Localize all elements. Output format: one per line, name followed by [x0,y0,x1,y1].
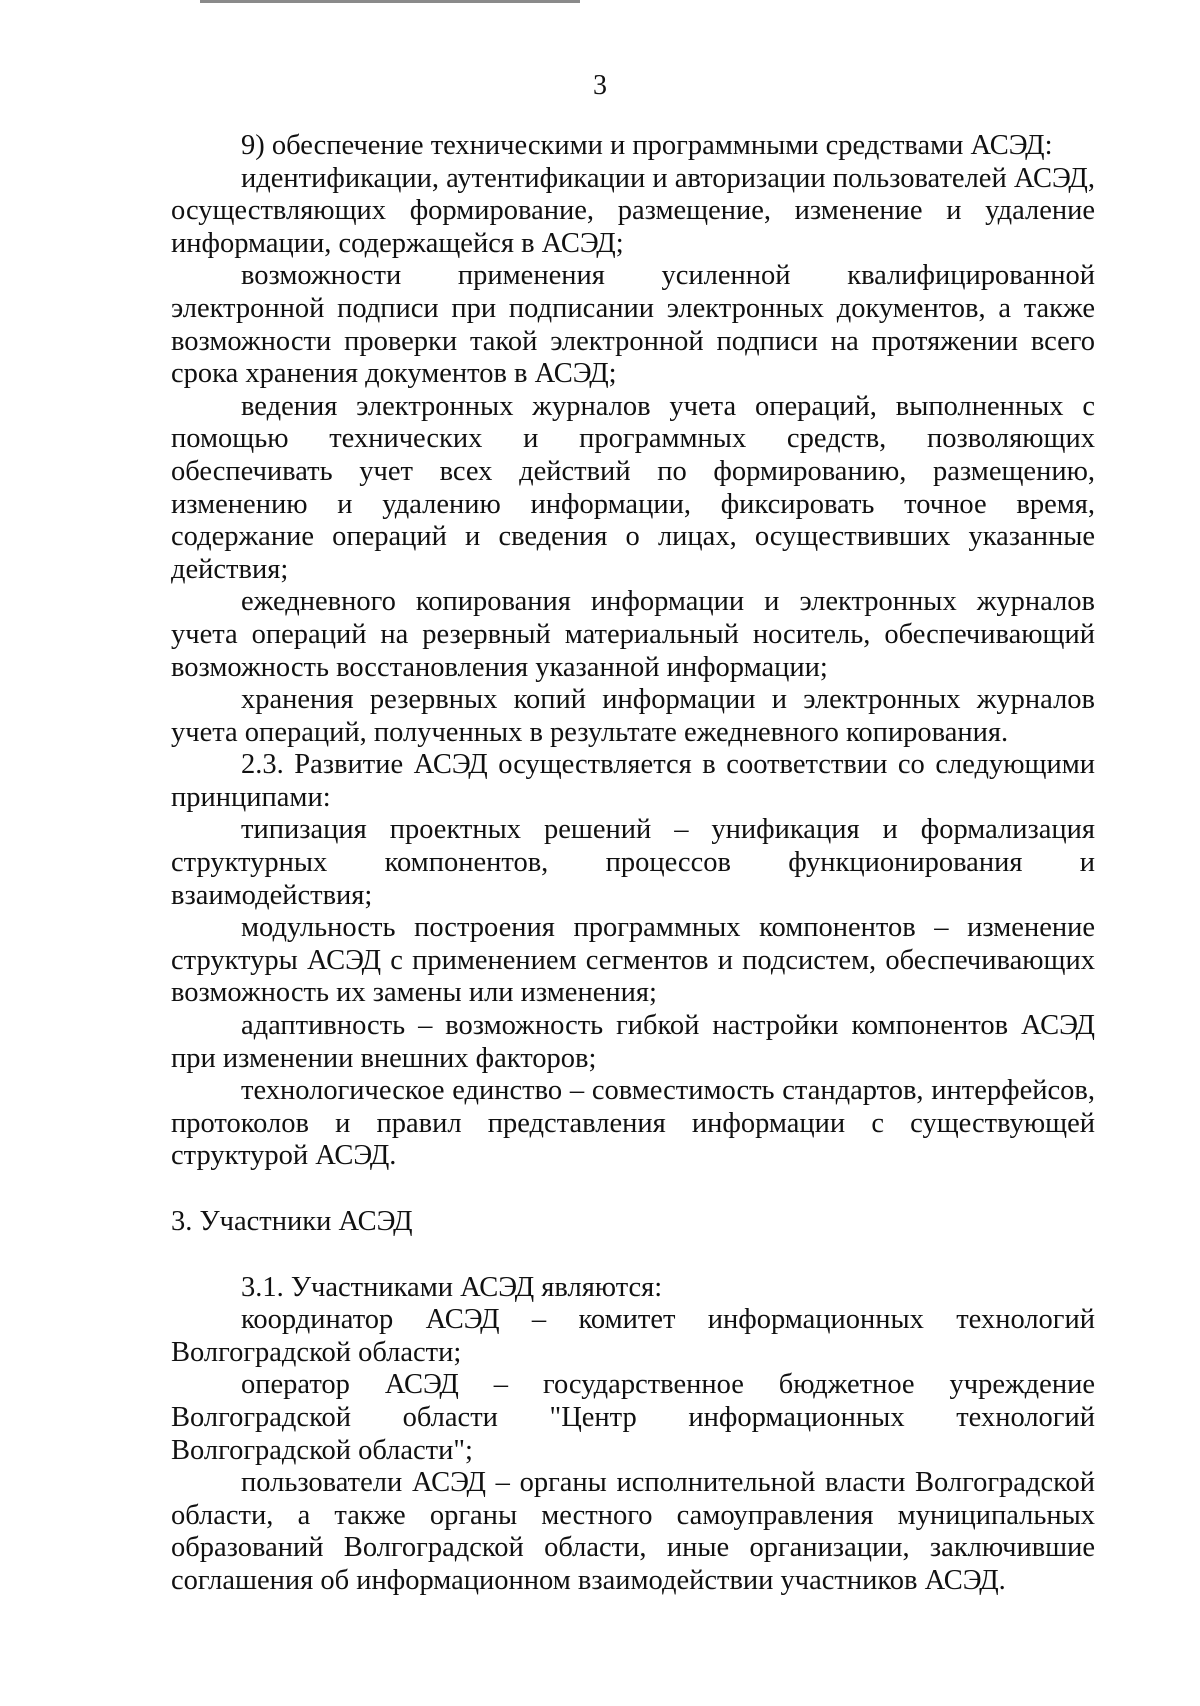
paragraph-identification: идентификации, аутентификации и авторизации пользователей АСЭД, осуществляющих формирование, размещение, изменение и удаление информации, содержащейся в АСЭД; [171,162,1095,259]
paragraph-typification: типизация проектных решений – унификация и формализация структурных компонентов, процессов функционирования и взаимодействия; [171,814,1095,911]
paragraph-daily-backup: ежедневного копирования информации и электронных журналов учета операций на резервный материальный носитель, обеспечивающий возможность восстановления указанной информации; [171,586,1095,683]
paragraph-2-3-principles: 2.3. Развитие АСЭД осуществляется в соответствии со следующими принципами: [171,749,1095,813]
page-number: 3 [593,70,607,101]
paragraph-technological-unity: технологическое единство – совместимость стандартов, интерфейсов, протоколов и правил представления информации с существующей структурой АСЭД. [171,1075,1095,1172]
section-title: 3. Участники АСЭД [171,1206,413,1237]
paragraph-electronic-signature: возможности применения усиленной квалифицированной электронной подписи при подписании электронных документов, а также возможности проверки такой электронной подписи на протяжении всего срока хранения документов в АСЭД; [171,260,1095,390]
paragraph-users: пользователи АСЭД – органы исполнительной власти Волгоградской области, а также органы местного самоуправления муниципальных образований Волгоградской области, иные организации, заключившие соглашения об информационном взаимодействии участников АСЭД. [171,1467,1095,1596]
scan-edge-line [200,0,580,3]
paragraph-operation-logs: ведения электронных журналов учета операций, выполненных с помощью технических и программных средств, позволяющих обеспечивать учет всех действий по формированию, размещению, изменению и удалению информации, фиксировать точное время, содержание операций и сведения о лицах, осуществивших указанные действия; [171,390,1095,585]
paragraph-modularity: модульность построения программных компонентов – изменение структуры АСЭД с применением сегментов и подсистем, обеспечивающих возможность их замены или изменения; [171,912,1095,1009]
paragraph-operator: оператор АСЭД – государственное бюджетное учреждение Волгоградской области "Центр информационных технологий Волгоградской области"; [171,1369,1095,1466]
paragraph-backup-storage: хранения резервных копий информации и электронных журналов учета операций, полученных в результате ежедневного копирования. [171,684,1095,748]
paragraph-coordinator: координатор АСЭД – комитет информационных технологий Волгоградской области; [171,1304,1095,1368]
paragraph-adaptivity: адаптивность – возможность гибкой настройки компонентов АСЭД при изменении внешних факторов; [171,1010,1095,1074]
paragraph-3-1-participants: 3.1. Участниками АСЭД являются: [241,1271,663,1303]
document-body [171,130,1095,1598]
paragraph-item-9: 9) обеспечение техническими и программными средствами АСЭД: [241,130,1053,161]
